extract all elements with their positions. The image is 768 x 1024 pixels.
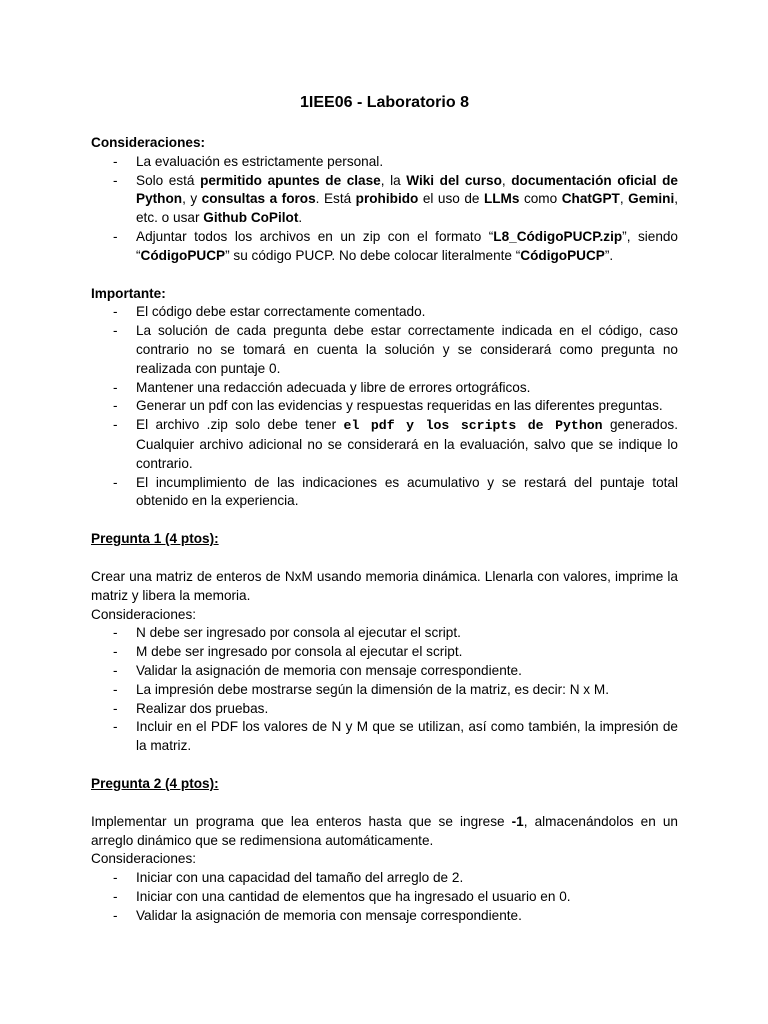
list-item: - Validar la asignación de memoria con mensaje correspondiente. [91,907,678,926]
pregunta1-heading: Pregunta 1 (4 ptos): [91,531,219,547]
list-item: - El archivo .zip solo debe tener el pdf y los scripts de Python generados. Cualquier archivo adicional no se considerará en la evaluación, salvo que se indique lo contrario. [91,416,678,473]
list-item: - Generar un pdf con las evidencias y respuestas requeridas en las diferentes preguntas. [91,397,678,416]
list-item: - N debe ser ingresado por consola al ejecutar el script. [91,624,678,643]
list-item: - Validar la asignación de memoria con mensaje correspondiente. [91,662,678,681]
consideraciones-section [91,134,678,266]
importante-list [91,303,678,511]
consideraciones-list [91,153,678,266]
list-item: - Realizar dos pruebas. [91,700,678,719]
list-item: - Adjuntar todos los archivos en un zip con el formato “L8_CódigoPUCP.zip”, siendo “CódigoPUCP” su código PUCP. No debe colocar literalmente “CódigoPUCP”. [91,228,678,266]
importante-section [91,285,678,512]
pregunta2-list [91,869,678,925]
pregunta2-intro: Implementar un programa que lea enteros hasta que se ingrese -1, almacenándolos en un arreglo dinámico que se redimensiona automáticamente. [91,813,678,848]
list-item: - El incumplimiento de las indicaciones es acumulativo y se restará del puntaje total obtenido en la experiencia. [91,474,678,512]
list-item: - Mantener una redacción adecuada y libre de errores ortográficos. [91,379,678,398]
pregunta2-heading: Pregunta 2 (4 ptos): [91,775,219,791]
list-item: - Solo está permitido apuntes de clase, la Wiki del curso, documentación oficial de Python, y consultas a foros. Está prohibido el uso de LLMs como ChatGPT, Gemini, etc. o usar Github CoPilot. [91,172,678,228]
list-item: - El código debe estar correctamente comentado. [91,303,678,322]
list-item: - Iniciar con una capacidad del tamaño del arreglo de 2. [91,869,678,888]
pregunta1-section [91,530,678,756]
pregunta1-intro: Crear una matriz de enteros de NxM usando memoria dinámica. Llenarla con valores, imprime la matriz y libera la memoria. [91,568,678,603]
list-item: - La solución de cada pregunta debe estar correctamente indicada en el código, caso contrario no se tomará en cuenta la solución y se considerará como pregunta no realizada con puntaje 0. [91,322,678,378]
pregunta1-subheading: Consideraciones: [91,606,197,622]
importante-heading: Importante: [91,285,166,301]
list-item: - La evaluación es estrictamente personal. [91,153,678,172]
document-content [91,93,678,925]
consideraciones-heading: Consideraciones: [91,135,206,150]
list-item: - La impresión debe mostrarse según la dimensión de la matriz, es decir: N x M. [91,681,678,700]
list-item: - M debe ser ingresado por consola al ejecutar el script. [91,643,678,662]
document-title: 1IEE06 - Laboratorio 8 [300,94,469,111]
list-item: - Incluir en el PDF los valores de N y M que se utilizan, así como también, la impresión de la matriz. [91,718,678,756]
list-item: - Iniciar con una cantidad de elementos que ha ingresado el usuario en 0. [91,888,678,907]
pregunta2-subheading: Consideraciones: [91,851,197,867]
pregunta2-section [91,775,678,926]
pregunta1-list [91,624,678,756]
